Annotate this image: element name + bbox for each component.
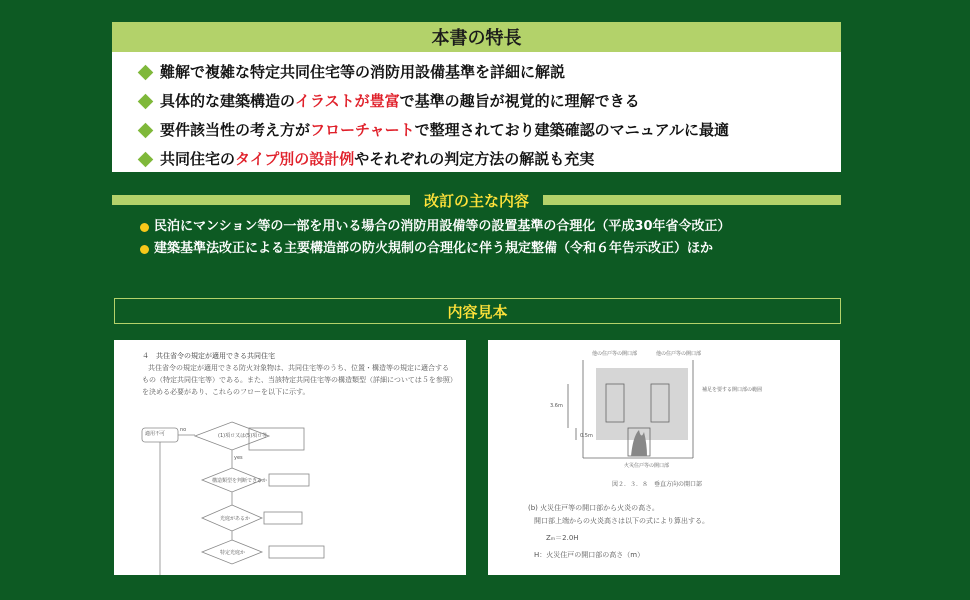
- diamond-bullet-icon: [138, 152, 154, 168]
- sample-text-line: H：火災住戸の開口部の高さ（m）: [534, 551, 645, 559]
- flow-yes-label: yes: [234, 455, 243, 461]
- band-line-left: [112, 195, 410, 205]
- flowchart-diagram: [114, 340, 466, 575]
- flow-decision-label: 構造類型を判断できるか: [212, 478, 268, 484]
- sample-text-line: 開口部上端からの火炎高さは以下の式により算出する。: [534, 517, 709, 525]
- feature-item: 難解で複雑な特定共同住宅等の消防用設備基準を詳細に解説: [140, 58, 841, 87]
- diagram-label: 他の住戸等の開口部: [656, 351, 702, 357]
- diagram-label: 他の住戸等の開口部: [592, 351, 638, 357]
- flow-process-box: [269, 546, 324, 558]
- figure-caption: 図２．３．８ 垂直方向の開口部: [612, 481, 703, 488]
- diamond-bullet-icon: [138, 123, 154, 139]
- dimension-label: 0.5m: [580, 433, 593, 439]
- features-box: [112, 22, 841, 172]
- flow-decision-label: (1)項ロ又は(5)項ロ等: [218, 433, 268, 439]
- flow-no-label: no: [180, 427, 187, 433]
- revision-band: [112, 190, 841, 210]
- feature-item: 共同住宅の タイプ別の設計例 やそれぞれの判定方法の解説も充実: [140, 145, 841, 174]
- features-title: 本書の特長: [112, 22, 841, 52]
- building-diagram: [488, 340, 840, 575]
- dimension-label: 3.6m: [550, 403, 563, 409]
- diamond-bullet-icon: [138, 94, 154, 110]
- samples-title: 内容見本: [114, 298, 841, 324]
- sample-heading: ４ 共住省令の規定が適用できる共同住宅: [142, 352, 275, 360]
- band-line-right: [543, 195, 841, 205]
- feature-item: 具体的な建築構造の イラストが豊富 で基準の趣旨が視覚的に理解できる: [140, 87, 841, 116]
- flow-decision-label: 光庭があるか: [220, 516, 251, 522]
- feature-item: 要件該当性の考え方が フローチャート で整理されており建築確認のマニュアルに最適: [140, 116, 841, 145]
- revision-item: 民泊にマンション等の一部を用いる場合の消防用設備等の設置基準の合理化（平成30年省令改正）: [140, 216, 731, 238]
- sample-page-right: [488, 340, 840, 575]
- diamond-bullet-icon: [138, 65, 154, 81]
- dot-bullet-icon: [140, 223, 149, 232]
- sample-body-line: もの（特定共同住宅等）である。また、当該特定共同住宅等の構造類型（詳細については５を参照）: [142, 376, 457, 384]
- flow-process-box: [264, 512, 302, 524]
- revision-title: 改訂の主な内容: [424, 191, 530, 210]
- features-list: [112, 58, 841, 174]
- diagram-label: 補足を要する開口部の範囲: [702, 387, 763, 393]
- revision-item: 建築基準法改正による主要構造部の防火規制の合理化に伴う規定整備（令和６年告示改正）ほか: [140, 238, 731, 260]
- flow-decision-label: 特定光庭か: [220, 550, 246, 556]
- flow-start-label: 適用不可: [145, 431, 166, 437]
- sample-text-line: (b) 火災住戸等の開口部から火炎の高さ。: [528, 504, 659, 512]
- sample-body-line: を決める必要があり、これらのフローを以下に示す。: [142, 388, 310, 396]
- sample-page-left: [114, 340, 466, 575]
- flow-process-box: [269, 474, 309, 486]
- revision-list: [140, 216, 731, 260]
- dot-bullet-icon: [140, 245, 149, 254]
- diagram-label: 火災住戸等の開口部: [624, 463, 670, 469]
- sample-body-line: 共住省令の規定が適用できる防火対象物は、共同住宅等のうち、位置・構造等の規定に適合する: [148, 364, 449, 372]
- shaded-zone: [596, 368, 688, 440]
- sample-formula: Zₘ＝2.0H: [546, 534, 579, 542]
